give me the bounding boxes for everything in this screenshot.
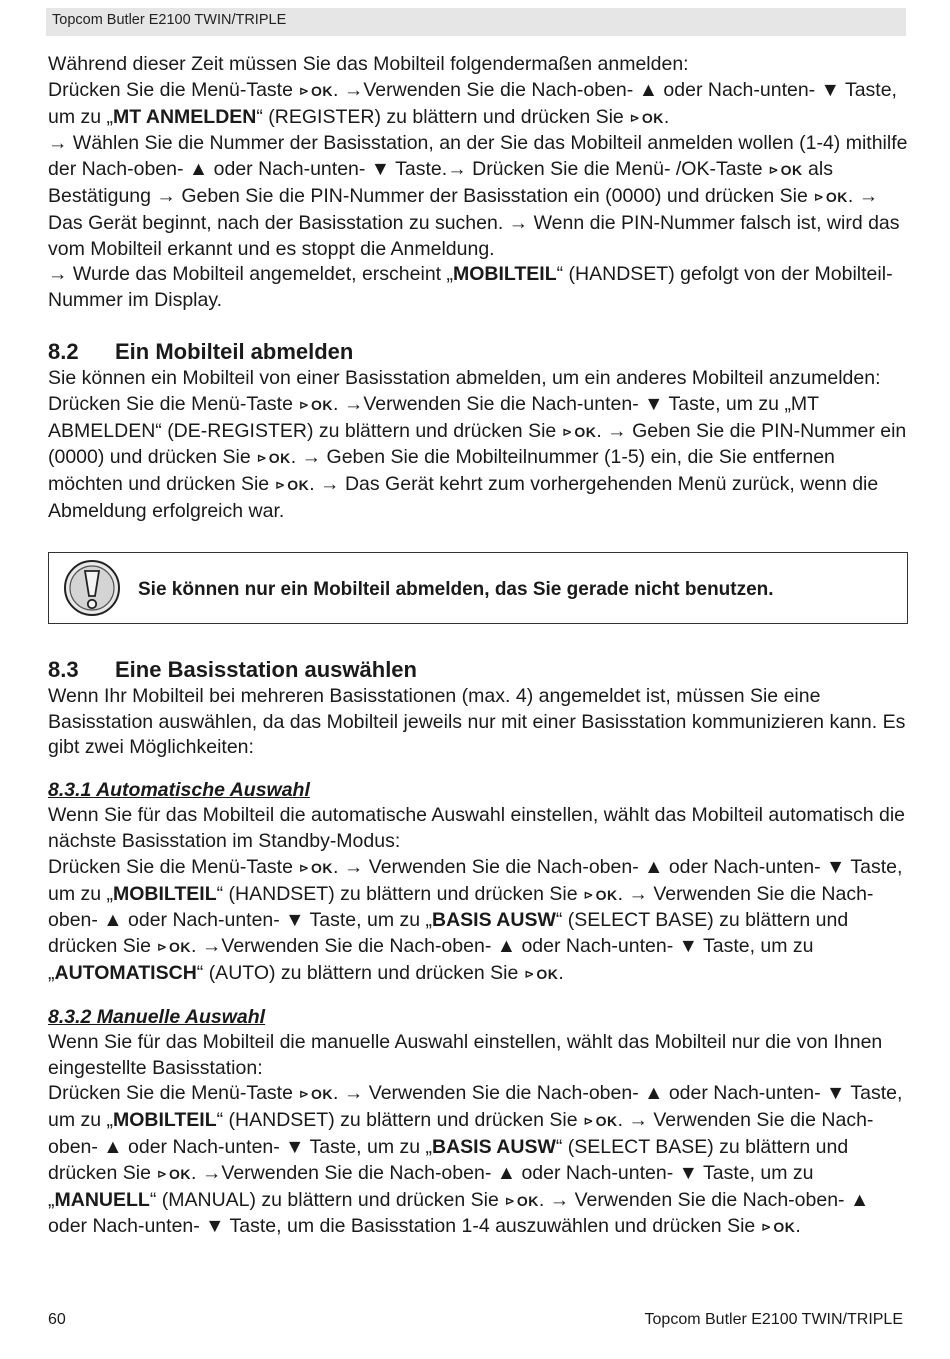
ok-label: OK (516, 1192, 539, 1209)
text-run: “ (SELECT BASE) zu blättern und drücken Sie (48, 909, 849, 958)
ok-label: OK (536, 965, 559, 982)
ok-label: OK (311, 1086, 334, 1103)
ok-label: OK (311, 82, 334, 99)
text-run: “ (HANDSET) zu blättern und drücken Sie (216, 1109, 578, 1132)
text-run: . → Geben Sie die PIN-Nummer ein (0000) und drücken Sie (48, 419, 907, 469)
header-title: Topcom Butler E2100 TWIN/TRIPLE (52, 12, 287, 28)
text-run: . →Verwenden Sie die Nach-oben- ▲ oder Nach-unten- ▼ Taste, um zu „ (48, 78, 897, 128)
text-run: . → Verwenden Sie die Nach-oben- ▲ oder Nach-unten- ▼ Taste, um zu „ (48, 1109, 874, 1158)
subsection-heading-8-3-2: 8.3.2 Manuelle Auswahl (48, 1005, 266, 1028)
section-8-3-1-text (48, 803, 908, 988)
bold-term: MOBILTEIL (453, 263, 557, 286)
menu-key-icon: ⊳ (156, 940, 168, 955)
text-run: . (795, 1215, 801, 1238)
text-run: “ (AUTO) zu blättern und drücken Sie (196, 961, 519, 984)
text-run: Wenn Sie für das Mobilteil die automatische Auswahl einstellen, wählt das Mobilteil automatisch die nächste Basisstation im Standby-Modus: (48, 804, 906, 852)
menu-key-icon: ⊳ (275, 478, 286, 493)
menu-key-icon: ⊳ (583, 887, 594, 902)
intro-line: Während dieser Zeit müssen Sie das Mobilteil folgendermaßen anmelden: (48, 53, 689, 75)
page-header (46, 8, 906, 36)
section-heading-8-3 (48, 656, 908, 684)
bold-term: MOBILTEIL (113, 1109, 217, 1132)
ok-label: OK (169, 1165, 192, 1182)
text-run: . → Das Gerät kehrt zum vorhergehenden Menü zurück, wenn die Abmeldung erfolgreich war. (48, 473, 879, 522)
menu-key-icon: ⊳ (298, 1087, 310, 1102)
page-number: 60 (48, 1311, 66, 1328)
bold-term: BASIS AUSW (432, 1135, 556, 1158)
text-run: . (558, 961, 564, 984)
text-run: Wenn Sie für das Mobilteil die manuelle Auswahl einstellen, wählt das Mobilteil nur die von Ihnen eingestellte Basisstation: (48, 1030, 883, 1079)
notice-box (48, 552, 908, 624)
text-run: . →Verwenden Sie die Nach-oben- ▲ oder Nach-unten- ▼ Taste, um zu „ (48, 935, 814, 984)
menu-key-icon: ⊳ (768, 163, 779, 178)
ok-label: OK (595, 1113, 618, 1130)
menu-key-icon: ⊳ (156, 1166, 168, 1181)
text-run: . → Verwenden Sie die Nach-oben- ▲ oder Nach-unten- ▼ Taste, um die Basisstation 1-4 auszuwählen und drücken Sie (48, 1188, 870, 1238)
intro-paragraph (48, 52, 908, 314)
text-run: “ (HANDSET) zu blättern und drücken Sie (216, 882, 578, 905)
ok-label: OK (169, 939, 192, 956)
text-run: . → Verwenden Sie die Nach-oben- ▲ oder Nach-unten- ▼ Taste, um zu „ (48, 1082, 903, 1132)
text-run: Sie können ein Mobilteil von einer Basisstation abmelden, um ein anderes Mobilteil anzumelden: (48, 366, 881, 389)
text-run: . →Verwenden Sie die Nach-unten- ▼ Taste, um zu „MT ABMELDEN“ (DE-REGISTER) zu blättern und drücken Sie (48, 392, 819, 442)
menu-key-icon: ⊳ (504, 1193, 515, 1208)
menu-key-icon: ⊳ (813, 189, 824, 204)
notice-text: Sie können nur ein Mobilteil abmelden, das Sie gerade nicht benutzen. (138, 578, 774, 600)
section-8-2-text (48, 366, 908, 525)
text-run: Drücken Sie die Menü-Taste (48, 78, 293, 101)
bold-term: MANUELL (54, 1188, 150, 1211)
text-run: . → Verwenden Sie die Nach-oben- ▲ oder Nach-unten- ▼ Taste, um zu „ (48, 882, 874, 932)
text-run: → Wählen Sie die Nummer der Basisstation, an der Sie das Mobilteil anmelden wollen (1-4) mithilfe der Nach-oben- ▲ oder Nach-unten- ▼ Taste.→ Drücken Sie die Menü- /OK-Taste (48, 132, 908, 181)
bold-term: MOBILTEIL (113, 882, 217, 905)
subsection-heading-8-3-1: 8.3.1 Automatische Auswahl (48, 779, 310, 802)
menu-key-icon: ⊳ (629, 110, 640, 125)
menu-key-icon: ⊳ (562, 424, 573, 439)
section-title: Eine Basisstation auswählen (115, 656, 417, 682)
ok-label: OK (773, 1219, 796, 1236)
text-run: “ (HANDSET) gefolgt von der Mobilteil-Nummer im Display. (48, 263, 893, 312)
bold-term: MT ANMELDEN (113, 105, 257, 128)
ok-label: OK (780, 162, 803, 179)
ok-label: OK (825, 188, 848, 205)
ok-label: OK (574, 423, 597, 440)
ok-label: OK (641, 109, 664, 126)
menu-key-icon: ⊳ (256, 451, 267, 466)
menu-key-icon: ⊳ (298, 83, 310, 98)
text-run: “ (MANUAL) zu blättern und drücken Sie (149, 1188, 499, 1211)
text-run: “ (REGISTER) zu blättern und drücken Sie (256, 105, 624, 128)
ok-label: OK (268, 450, 291, 467)
footer-title: Topcom Butler E2100 TWIN/TRIPLE (644, 1311, 903, 1328)
menu-key-icon: ⊳ (298, 397, 310, 412)
text-run: . → Verwenden Sie die Nach-oben- ▲ oder Nach-unten- ▼ Taste, um zu „ (48, 855, 903, 905)
section-title: Ein Mobilteil abmelden (115, 338, 354, 364)
ok-label: OK (311, 859, 334, 876)
text-run: “ (SELECT BASE) zu blättern und drücken Sie (48, 1135, 849, 1184)
text-run: Drücken Sie die Menü-Taste (48, 392, 293, 415)
ok-label: OK (287, 477, 310, 494)
text-run: Drücken Sie die Menü-Taste (48, 855, 293, 878)
section-8-3-2-text (48, 1030, 908, 1241)
menu-key-icon: ⊳ (761, 1220, 772, 1235)
page-content (48, 52, 908, 1241)
text-run: . →Verwenden Sie die Nach-oben- ▲ oder Nach-unten- ▼ Taste, um zu „ (48, 1161, 814, 1211)
text-run: als Bestätigung → Geben Sie die PIN-Nummer der Basisstation ein (0000) und drücken Sie (48, 158, 833, 207)
menu-key-icon: ⊳ (524, 966, 535, 981)
text-run: Drücken Sie die Menü-Taste (48, 1082, 293, 1105)
text-run: . (663, 105, 670, 128)
bold-term: BASIS AUSW (432, 909, 556, 932)
section-number: 8.2 (48, 338, 79, 364)
text-run: → Wurde das Mobilteil angemeldet, erscheint „ (48, 263, 453, 286)
ok-label: OK (311, 396, 334, 413)
ok-label: OK (595, 886, 618, 903)
section-heading-8-2 (48, 338, 908, 366)
menu-key-icon: ⊳ (298, 860, 310, 875)
text-run: . → Geben Sie die Mobilteilnummer (1-5) ein, die Sie entfernen möchten und drücken Sie (48, 446, 835, 496)
exclamation-icon (63, 559, 121, 617)
section-number: 8.3 (48, 656, 79, 682)
menu-key-icon: ⊳ (583, 1114, 594, 1129)
bold-term: AUTOMATISCH (54, 961, 197, 984)
section-8-3-text: Wenn Ihr Mobilteil bei mehreren Basisstationen (max. 4) angemeldet ist, müssen Sie eine Basisstation auswählen, da das Mobilteil jeweils nur mit einer Basisstation kommunizieren kann. Es gibt zwei Möglichkeiten: (48, 684, 906, 759)
text-run: . → Das Gerät beginnt, nach der Basisstation zu suchen. → Wenn die PIN-Nummer falsch ist, wird das vom Mobilteil erkannt und es stoppt die Anmeldung. (48, 184, 900, 260)
